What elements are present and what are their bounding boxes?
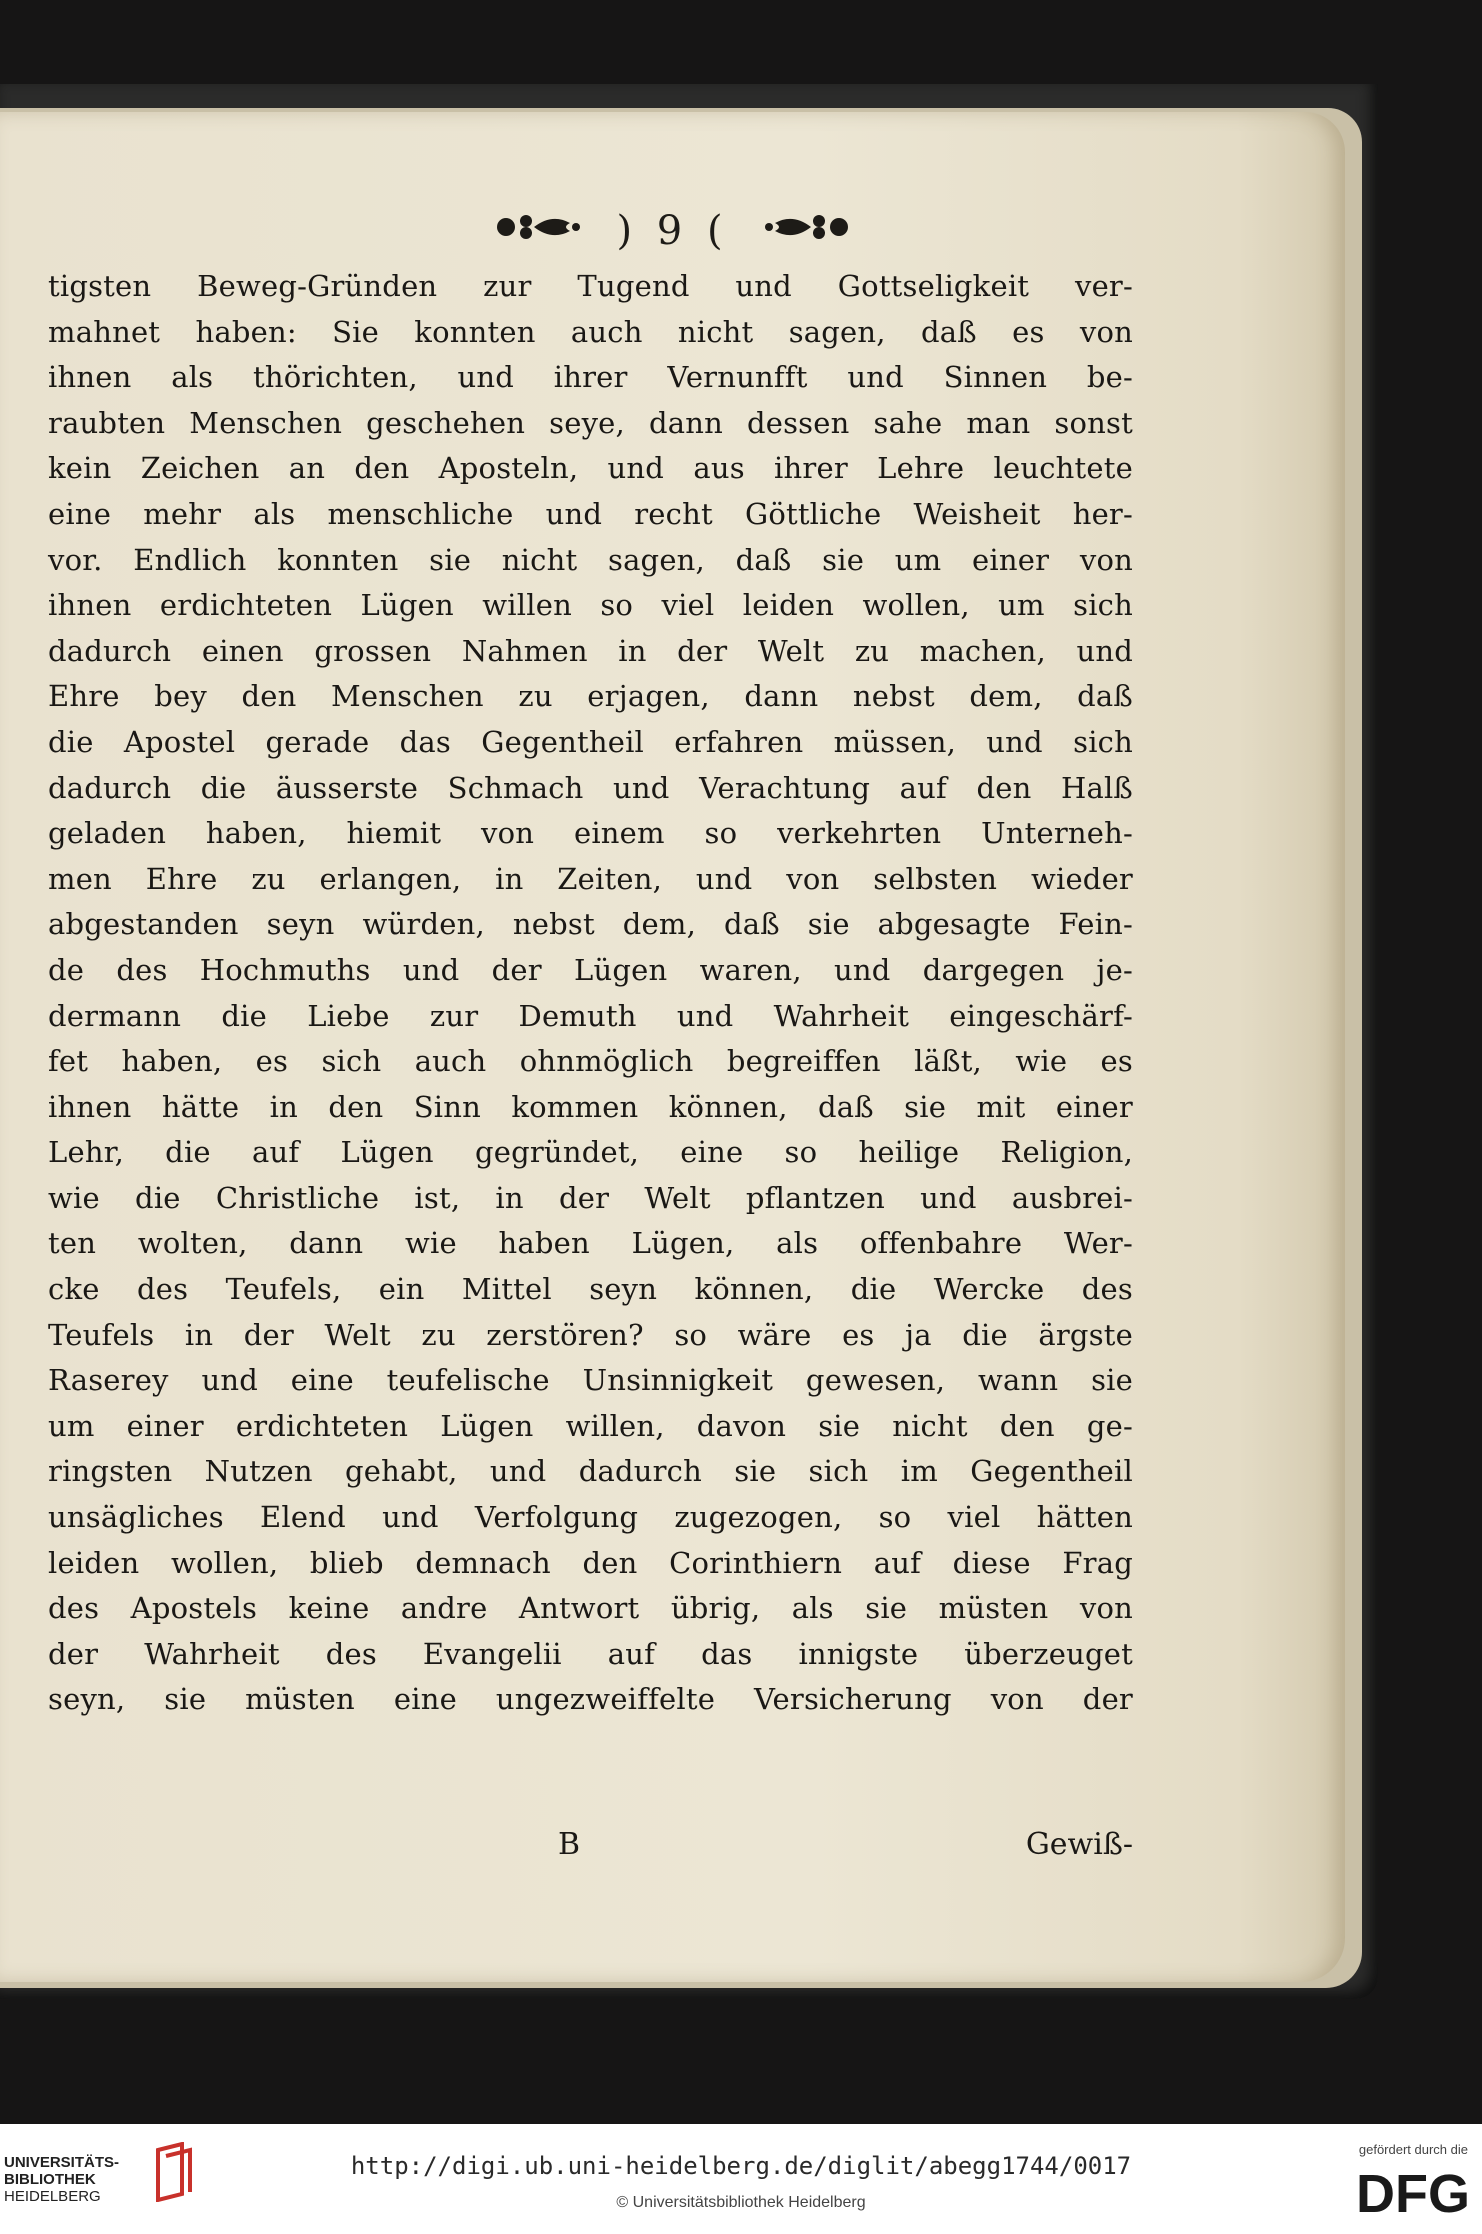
text-line: kein Zeichen an den Aposteln, und aus ihrer Lehre leuchtete: [48, 451, 1133, 486]
text-line: ihnen erdichteten Lügen willen so viel leiden wollen, um sich: [48, 588, 1133, 623]
text-line: Ehre bey den Menschen zu erjagen, dann nebst dem, daß: [48, 679, 1133, 714]
institution-line: BIBLIOTHEK: [4, 2171, 96, 2188]
text-line: geladen haben, hiemit von einem so verkehrten Unterneh-: [48, 816, 1133, 851]
dfg-logo[interactable]: [1322, 2162, 1472, 2220]
text-line: seyn, sie müsten eine ungezweiffelte Versicherung von der: [48, 1682, 1133, 1717]
page-text: [48, 264, 1133, 1723]
text-line: dermann die Liebe zur Demuth und Wahrheit eingeschärf-: [48, 998, 1133, 1033]
signature-mark: B: [558, 1827, 581, 1862]
institution-line: UNIVERSITÄTS-: [4, 2154, 120, 2171]
text-line: dadurch einen grossen Nahmen in der Welt zu machen, und: [48, 633, 1133, 668]
text-line: unsägliches Elend und Verfolgung zugezogen, so viel hätten: [48, 1500, 1133, 1535]
ornament-right-icon: [763, 205, 853, 256]
text-line: ihnen hätte in den Sinn kommen können, daß sie mit einer: [48, 1089, 1133, 1124]
text-line: men Ehre zu erlangen, in Zeiten, und von selbsten wieder: [48, 861, 1133, 896]
text-line: tigsten Beweg-Gründen zur Tugend und Gottseligkeit ver-: [48, 269, 1133, 303]
text-line: Lehr, die auf Lügen gegründet, eine so heilige Religion,: [48, 1135, 1133, 1170]
sponsor-label: gefördert durch die: [1358, 2142, 1468, 2157]
viewer-footer: [0, 2124, 1482, 2234]
copyright-notice: © Universitätsbibliothek Heidelberg: [616, 2194, 866, 2211]
text-line: vor. Endlich konnten sie nicht sagen, daß sie um einer von: [48, 542, 1133, 577]
text-line: ten wolten, dann wie haben Lügen, als offenbahre Wer-: [48, 1226, 1133, 1261]
text-line: mahnet haben: Sie konnten auch nicht sagen, daß es von: [48, 314, 1133, 349]
text-line: wie die Christliche ist, in der Welt pflantzen und ausbrei-: [48, 1180, 1133, 1215]
text-line: abgestanden seyn würden, nebst dem, daß sie abgesagte Fein-: [48, 907, 1133, 942]
text-line: leiden wollen, blieb demnach den Corinthiern auf diese Frag: [48, 1545, 1133, 1580]
text-line: fet haben, es sich auch ohnmöglich begreiffen läßt, wie es: [48, 1044, 1133, 1079]
book-page: [0, 112, 1345, 1982]
text-line: um einer erdichteten Lügen willen, davon sie nicht den ge-: [48, 1408, 1133, 1443]
page-header: [0, 202, 1345, 256]
page-number: ) 9 (: [616, 207, 729, 254]
dfg-logo-text: DFG: [1356, 2164, 1470, 2220]
catchword: Gewiß-: [1025, 1827, 1133, 1862]
text-line: die Apostel gerade das Gegentheil erfahren müssen, und sich: [48, 724, 1133, 759]
text-line: dadurch die äusserste Schmach und Verachtung auf den Halß: [48, 770, 1133, 805]
permalink-url[interactable]: http://digi.ub.uni-heidelberg.de/diglit/abegg1744/0017: [350, 2152, 1132, 2180]
text-line: raubten Menschen geschehen seye, dann dessen sahe man sonst: [48, 405, 1133, 440]
institution-line: HEIDELBERG: [4, 2188, 101, 2205]
text-line: der Wahrheit des Evangelii auf das innigste überzeuget: [48, 1636, 1133, 1671]
text-line: des Apostels keine andre Antwort übrig, als sie müsten von: [48, 1591, 1133, 1626]
text-line: Teufels in der Welt zu zerstören? so wäre es ja die ärgste: [48, 1317, 1133, 1352]
ornament-left-icon: [492, 205, 582, 256]
text-line: ihnen als thörichten, und ihrer Vernunfft und Sinnen be-: [48, 360, 1133, 395]
text-line: ringsten Nutzen gehabt, und dadurch sie sich im Gegentheil: [48, 1454, 1133, 1489]
page-foot: [48, 1827, 1133, 1873]
text-line: eine mehr als menschliche und recht Göttliche Weisheit her-: [48, 496, 1133, 531]
text-line: Raserey und eine teufelische Unsinnigkeit gewesen, wann sie: [48, 1363, 1133, 1398]
text-line: de des Hochmuths und der Lügen waren, und dargegen je-: [48, 952, 1133, 987]
text-line: cke des Teufels, ein Mittel seyn können, die Wercke des: [48, 1272, 1133, 1307]
